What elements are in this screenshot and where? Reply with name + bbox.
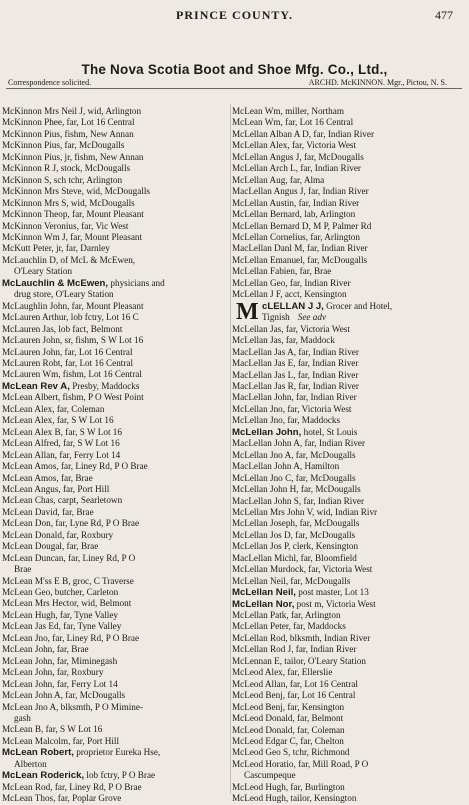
listing-entry [2,312,230,323]
listing-entry [2,175,230,186]
listing-entry [232,679,468,690]
listing-text: MacLellan John A, far, Indian River [232,438,366,449]
listing-bold-name: McLean Rev A, [2,380,70,392]
listing-text: MacLellan Michl, far, Bloomfield [232,552,357,563]
listing-entry [232,496,468,507]
listing-text: McLean Donald, far, Roxbury [2,529,114,540]
listing-text: McLean Geo, butcher, Carleton [2,587,119,598]
listing-continuation [2,289,230,300]
advertisement-banner [0,62,469,90]
listing-entry [232,232,468,243]
advert-right-text: ARCHD. McKINNON. Mgr., Pictou, N. S. [308,78,447,87]
listing-text: MacLellan Danl M, far, Indian River [232,243,368,254]
listing-entry [232,461,468,472]
dropcap-line-rest: Grocer and Hotel, [323,300,393,311]
listing-text: McLean Hugh, far, Tyne Valley [2,609,119,620]
listing-entry [232,427,468,438]
listing-text: drug store, O'Leary Station [14,289,114,300]
listing-entry [2,747,230,758]
listing-text: McLellan Aug, far, Alma [232,174,325,185]
listing-text: McLellan Peter, far, Maddocks [232,621,346,632]
listing-text: McLeod Donald, far, Belmont [232,713,344,724]
listing-entry [232,140,468,151]
listing-entry [2,736,230,747]
listing-text: McLean Alfred, far, S W Lot 16 [2,438,120,449]
listing-entry [2,507,230,518]
listing-text: McLean Alex B, far, S W Lot 16 [2,426,122,437]
listing-text: McKinnon Phee, far, Lot 16 Central [2,117,135,128]
listing-entry [2,518,230,529]
listing-entry [232,725,468,736]
listing-continuation [2,564,230,575]
listing-text: MacLellan Jas L, far, Indian River [232,369,359,380]
listing-text: McLeod Benj, far, Kensington [232,701,345,712]
listing-text: McLellan Mrs John V, wid, Indian Rivr [232,506,378,517]
listing-entry [232,450,468,461]
dropcap-initial: M [236,298,259,325]
listing-text: McLean Dougal, far, Brae [2,541,99,552]
listing-text: McLeod Hugh, far, Burlington [232,781,345,792]
listing-entry [2,392,230,403]
listing-text: McLeod Edgar C, far, Chelton [232,736,344,747]
listing-text: McLellan Arch L, far, Indian River [232,163,361,174]
listing-text: McLellan Jos D, far, McDougalls [232,529,356,540]
listing-text: Cascumpeque [244,770,296,781]
listing-entry [232,656,468,667]
listing-entry [232,381,468,392]
listing-text: McLean Albert, fishm, P O West Point [2,392,144,403]
listing-entry [232,473,468,484]
listing-text: McLauchlin D, of McL & McEwen, [2,254,136,265]
listing-text: McLean Angus, far, Port Hill [2,483,110,494]
see-adv-note: See adv [297,311,327,322]
listing-entry [232,667,468,678]
page-title: PRINCE COUNTY. [176,8,293,22]
listing-text: McLauren Arthur, lob fctry, Lot 16 C [2,312,139,323]
listing-entry [232,621,468,632]
listing-text: McLauren John, sr, fishm, S W Lot 16 [2,335,144,346]
listing-text: McLean David, far, Brae [2,506,94,517]
listing-entry [2,782,230,793]
listing-text: MacLellan Jas A, far, Indian River [232,346,359,357]
listing-text: proprietor Eureka Hse, [73,747,161,758]
listing-text: McLean Jno, far, Liney Rd, P O Brae [2,632,140,643]
listing-bold-name: McLean Robert, [2,747,74,759]
listing-entry [2,335,230,346]
dropcap-line-1 [262,301,392,312]
listing-text: McLean M'ss E B, groc, C Traverse [2,575,134,586]
listing-text: McLean Duncan, far, Liney Rd, P O [2,552,136,563]
listing-entry [232,163,468,174]
listing-entry [232,587,468,598]
listing-entry [2,495,230,506]
listing-text: McLeod Allan, far, Lot 16 Central [232,678,358,689]
listing-entry [2,667,230,678]
listing-text: McLellan Jno C, far, McDougalls [232,472,356,483]
listing-text: McLellan Emanuel, far, McDougalls [232,254,368,265]
listing-entry [232,335,468,346]
listing-text: McLeod Benj, far, Lot 16 Central [232,690,356,701]
listing-text: lob fctry, P O Brae [84,770,156,781]
listing-entry [232,347,468,358]
listing-entry [232,392,468,403]
listing-entry [232,599,468,610]
listing-entry [2,209,230,220]
listing-entry [2,656,230,667]
listing-entry [232,438,468,449]
listing-text: MacLellan John, far, Indian River [232,392,357,403]
listing-bold-name: McLellan Nor, [232,598,295,610]
listing-entry [2,347,230,358]
listing-entry [2,690,230,701]
listing-entry [2,644,230,655]
listing-bold-name: McLellan John, [232,426,302,438]
listing-entry [2,129,230,140]
listing-text: McLeod Hugh, tailor, Kensington [232,793,357,804]
listing-text: McLean Allan, far, Ferry Lot 14 [2,449,121,460]
listing-entry [232,415,468,426]
listing-text: Presby, Maddocks [69,380,140,391]
listing-entry [232,255,468,266]
listing-entry [2,415,230,426]
listing-entry [232,278,468,289]
listing-entry [2,679,230,690]
listing-text: McKutt Peter, jr, far, Darnley [2,243,110,254]
listing-entry [2,633,230,644]
listing-text: McLellan Jas, far, Victoria West [232,323,350,334]
listing-entry [232,518,468,529]
listing-entry [232,358,468,369]
listing-text: McLean Wm, far, Lot 16 Central [232,117,354,128]
listing-entry [2,793,230,804]
dropcap-bold-name: cLELLAN J J, [262,300,324,312]
left-column [2,106,230,805]
listing-text: McLellan Fabien, far, Brae [232,266,332,277]
listing-entry [232,370,468,381]
listing-entry [2,324,230,335]
listing-text: physicians and [108,277,165,288]
listing-entry [232,324,468,335]
listing-text: MacLellan John A, Hamilton [232,461,340,472]
listing-text: McLean Thos, far, Poplar Grove [2,793,122,804]
listing-text: McLellan Joseph, far, McDougalls [232,518,360,529]
listing-entry [232,289,468,300]
listing-entry [232,576,468,587]
listing-text: McKinnon S, sch tchr, Arlington [2,174,123,185]
listing-entry [2,369,230,380]
listing-text: McLellan Patk, far, Arlington [232,610,341,621]
listing-text: McKinnon Mrs S, wid, McDougalls [2,197,135,208]
listing-entry [232,553,468,564]
listing-entry [232,198,468,209]
listing-entry [232,129,468,140]
listing-continuation [232,770,468,781]
listing-text: O'Leary Station [14,266,73,277]
listing-text: McLean Malcolm, far, Port Hill [2,735,119,746]
listing-text: McLean Jno A, blksmth, P O Mimine- [2,701,144,712]
listing-entry [232,747,468,758]
listing-entry [2,278,230,289]
listing-entry [232,209,468,220]
column-divider [230,104,231,794]
listing-entry [2,576,230,587]
listing-bold-name: McLellan Neil, [232,587,296,599]
listing-text: McKinnon Mrs Neil J, wid, Arlington [2,106,142,116]
listing-entry [2,404,230,415]
listing-entry [232,564,468,575]
listing-text: McLellan Geo, far, Indian River [232,277,351,288]
listing-text: post m, Victoria West [294,598,376,609]
listing-entry [2,152,230,163]
listing-text: gash [14,713,31,724]
right-column [232,106,468,805]
listing-entry [2,301,230,312]
listing-text: McLauren Robt, far, Lot 16 Central [2,357,134,368]
listing-text: McLellan Jos P, clerk, Kensington [232,541,359,552]
listing-text: McLean John, far, Ferry Lot 14 [2,678,118,689]
listing-text: McLellan Alban A D, far, Indian River [232,128,374,139]
advert-left-text: Correspondence solicited. [8,78,92,87]
listing-entry [2,140,230,151]
right-column-bottom [232,324,468,805]
listing-text: McLauren Wm, fishm, Lot 16 Central [2,369,142,380]
listing-entry [232,690,468,701]
listing-text: McLennan E, tailor, O'Leary Station [232,655,366,666]
listing-entry [2,438,230,449]
listing-entry [2,243,230,254]
listing-bold-name: McLean Roderick, [2,770,85,782]
listing-text: McLean John, far, Roxbury [2,667,104,678]
listing-text: McLellan J F, acct, Kensington [232,289,347,300]
listing-continuation [2,759,230,770]
listing-entry [2,621,230,632]
listing-entry [232,633,468,644]
listing-continuation [2,266,230,277]
listing-text: McLellan Rod J, far, Indian River [232,644,357,655]
listing-text: McKinnon Theop, far, Mount Pleasant [2,209,144,220]
listing-text: McLaughlin John, far, Mount Pleasant [2,300,144,311]
listing-entry [232,541,468,552]
listing-entry [232,530,468,541]
listing-text: MacLellan John S, far, Indian River [232,495,365,506]
advert-title: The Nova Scotia Boot and Shoe Mfg. Co., Ltd., [81,62,388,77]
listing-text: McLean John, far, Brae [2,644,89,655]
listing-text: McLellan Austin, far, Indian River [232,197,360,208]
listing-text: post master, Lot 13 [295,587,369,598]
listing-entry [2,484,230,495]
listing-entry [232,243,468,254]
dropcap-line-2 [262,312,326,323]
listing-entry [2,358,230,369]
listing-entry [2,610,230,621]
listing-text: McLeod Donald, far, Coleman [232,724,345,735]
listing-entry [2,106,230,117]
listing-text: McLean Chas, carpt, Searletown [2,495,123,506]
listing-entry [232,266,468,277]
listing-text: McLean Jas Ed, far, Tyne Valley [2,621,122,632]
listing-entry [232,644,468,655]
listing-text: McLellan Jno, far, Victoria West [232,403,352,414]
listing-entry [232,736,468,747]
listing-entry [2,163,230,174]
listing-text: McLean Amos, far, Liney Rd, P O Brae [2,461,148,472]
listing-entry [2,587,230,598]
listing-text: McLellan Rod, blksmth, Indian River [232,632,371,643]
listing-entry [232,484,468,495]
listing-entry [232,404,468,415]
listing-text: McLean John A, far, McDougalls [2,690,126,701]
listing-text: McLellan Murdock, far, Victoria West [232,564,373,575]
listing-text: Brae [14,564,32,575]
listing-text: MacLellan Jas R, far, Indian River [232,380,359,391]
listing-entry [2,724,230,735]
listing-text: McLean Mrs Hector, wid, Belmont [2,598,132,609]
listing-text: McLellan Bernard D, M P, Palmer Rd [232,220,372,231]
listing-text: McLauren Jas, lob fact, Belmont [2,323,123,334]
listing-text: Alberton [14,758,47,769]
listing-text: McLellan Jno, far, Maddocks [232,415,341,426]
right-column-top [232,106,468,301]
listing-text: McLean Rod, far, Liney Rd, P O Brae [2,781,142,792]
listing-continuation [2,713,230,724]
listing-entry [232,713,468,724]
listing-text: McKinnon Pius, fishm, New Annan [2,128,134,139]
listing-entry [232,610,468,621]
listing-text: McLean Wm, miller, Northam [232,106,344,116]
listing-text: McLeod Alex, far, Ellerslie [232,667,333,678]
listing-text: McLellan Cornelius, far, Arlington [232,231,360,242]
listing-entry [2,702,230,713]
listing-entry [2,598,230,609]
listing-entry [232,117,468,128]
listing-text: McKinnon Pius, jr, fishm, New Annan [2,151,144,162]
listing-entry [232,106,468,117]
listing-entry [2,541,230,552]
listing-text: McKinnon Mrs Steve, wid, McDougalls [2,186,151,197]
listing-text: McKinnon R J, stock, McDougalls [2,163,131,174]
listing-entry [232,221,468,232]
listing-text: McLeod Geo S, tchr, Richmond [232,747,350,758]
listing-entry [2,450,230,461]
listing-text: hotel, St Louis [301,426,358,437]
listing-entry [2,770,230,781]
listing-text: McLellan Alex, far, Victoria West [232,140,357,151]
listing-entry [232,152,468,163]
dropcap-entry [232,298,468,325]
listing-text: McLean Don, far, Lyne Rd, P O Brae [2,518,140,529]
listing-entry [232,759,468,770]
listing-text: McLean Amos, far, Brae [2,472,93,483]
listing-entry [2,198,230,209]
listing-text: McKinnon Wm J, far, Mount Pleasant [2,231,143,242]
page-number: 477 [435,8,453,22]
listing-entry [2,473,230,484]
listing-entry [2,381,230,392]
listing-text: McLean John, far, Miminegash [2,655,118,666]
listing-entry [232,782,468,793]
listing-text: McLean Alex, far, Coleman [2,403,105,414]
running-head [0,8,469,24]
listing-entry [232,702,468,713]
listing-text: McLellan Jas, far, Maddock [232,335,335,346]
listing-entry [232,507,468,518]
dropcap-place: Tignish [262,311,290,322]
listing-text: McLean Alex, far, S W Lot 16 [2,415,114,426]
listing-bold-name: McLauchlin & McEwen, [2,277,109,289]
divider [6,88,462,89]
listing-entry [2,186,230,197]
listing-text: McLauren John, far, Lot 16 Central [2,346,133,357]
listing-entry [2,255,230,266]
listing-entry [232,175,468,186]
listing-entry [2,232,230,243]
listing-text: MacLellan Jas E, far, Indian River [232,358,359,369]
listing-text: McLellan Angus J, far, McDougalls [232,151,364,162]
listing-text: McLeod Horatio, far, Mill Road, P O [232,758,369,769]
listing-entry [2,530,230,541]
listing-entry [2,117,230,128]
listing-entry [2,221,230,232]
listing-entry [2,553,230,564]
listing-text: McLean B, far, S W Lot 16 [2,724,103,735]
listing-entry [232,186,468,197]
listing-text: McLellan John H, far, McDougalls [232,484,361,495]
listing-text: McKinnon Pius, far, McDougalls [2,140,125,151]
listing-text: McLellan Jno A, far, McDougalls [232,449,356,460]
listing-text: McLellan Neil, far, McDougalls [232,575,351,586]
listing-entry [232,793,468,804]
listing-text: McLellan Bernard, lab, Arlington [232,209,356,220]
listing-text: MacLellan Angus J, far, Indian River [232,186,369,197]
listing-text: McKinnon Veronius, far, Vic West [2,220,129,231]
listing-entry [2,461,230,472]
listing-entry [2,427,230,438]
